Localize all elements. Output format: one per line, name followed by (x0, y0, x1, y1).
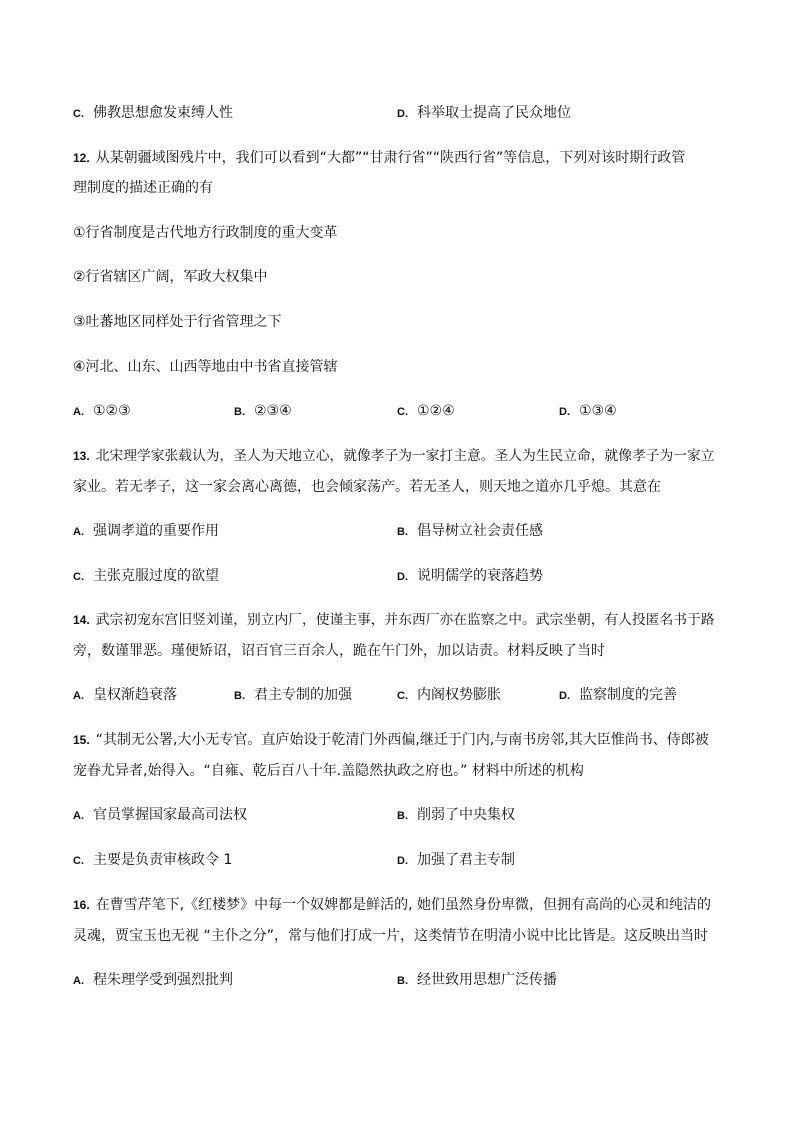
question-number: 12. (73, 151, 90, 165)
q13-stem-line-1: 13. 北宋理学家张载认为，圣人为天地立心，就像孝子为一家打主意。圣人为生民立命，就像孝子为一家立 (73, 448, 715, 464)
q13-option-a: A. 强调孝道的重要作用 (73, 523, 219, 539)
q16-stem-line-1: 16. 在曹雪芹笔下,《红楼梦》中每一个奴婢都是鲜活的, 她们虽然身份卑微，但拥有高尚的心灵和纯洁的 (73, 897, 712, 913)
question-number: 13. (73, 449, 90, 463)
q15-option-d: D. 加强了君主专制 (397, 852, 515, 868)
q12-item-4: ④河北、山东、山西等地由中书省直接管辖 (73, 359, 338, 375)
option-label: D. (397, 108, 408, 120)
q15-option-b: B. 削弱了中央集权 (397, 807, 515, 823)
q14-stem-line-2: 旁，数谨罪恶。瑾便矫诏，诏百官三百余人，跪在午门外，加以诘责。材料反映了当时 (73, 643, 605, 659)
question-number: 16. (73, 898, 90, 912)
q12-item-1: ①行省制度是古代地方行政制度的重大变革 (73, 225, 338, 241)
q13-option-d: D. 说明儒学的衰落趋势 (397, 568, 543, 584)
q14-option-d: D. 监察制度的完善 (559, 687, 677, 703)
q13-option-b: B. 倡导树立社会责任感 (397, 523, 543, 539)
q12-option-b: B. ②③④ (234, 403, 292, 419)
q11-option-c (73, 104, 233, 123)
q12-stem-line-1: 12. 从某朝疆域图残片中，我们可以看到“大都”“甘肃行省”“陕西行省”等信息，下列对该时期行政管 (73, 150, 686, 166)
q14-option-c: C. 内阁权势膨胀 (397, 687, 501, 703)
question-number: 14. (73, 613, 90, 627)
option-text: 科举取士提高了民众地位 (417, 105, 571, 121)
option-text: 佛教思想愈发束缚人性 (93, 105, 233, 121)
q14-option-a: A. 皇权渐趋衰落 (73, 687, 177, 703)
q12-item-2: ②行省辖区广阔，军政大权集中 (73, 269, 268, 285)
q13-stem-line-2: 家业。若无孝子，这一家会离心离德，也会倾家荡产。若无圣人，则天地之道亦几乎熄。其意在 (73, 479, 661, 495)
q11-option-d (397, 104, 571, 123)
q12-option-c: C. ①②④ (397, 403, 455, 419)
q14-option-b: B. 君主专制的加强 (234, 687, 352, 703)
option-label: C. (73, 108, 84, 120)
q15-stem-line-1: 15. “其制无公署,大小无专官。直庐始设于乾清门外西偏,继迁于门内,与南书房邻,其大臣惟尚书、侍郎被 (73, 732, 709, 748)
q15-option-c: C. 主要是负责审核政令 1 (73, 852, 233, 868)
q12-option-d: D. ①③④ (559, 403, 617, 419)
q15-stem-line-2: 宠眷尤异者,始得入。“自雍、乾后百八十年.盖隐然执政之府也。” 材料中所述的机构 (73, 763, 584, 779)
q16-option-b: B. 经世致用思想广泛传播 (397, 972, 557, 988)
q15-option-a: A. 官员掌握国家最高司法权 (73, 807, 247, 823)
q16-stem-line-2: 灵魂，贾宝玉也无视 “主仆之分”，常与他们打成一片，这类情节在明清小说中比比皆是。这反映出当时 (73, 928, 708, 944)
q13-option-c: C. 主张克服过度的欲望 (73, 568, 219, 584)
q12-stem-line-2: 理制度的描述正确的有 (73, 180, 213, 196)
q14-stem-line-1: 14. 武宗初宠东宫旧竖刘谨，别立内厂，使谨主事，并东西厂亦在监察之中。武宗坐朝，有人投匿名书于路 (73, 612, 715, 628)
q12-item-3: ③吐蕃地区同样处于行省管理之下 (73, 314, 282, 330)
q12-option-a: A. ①②③ (73, 403, 131, 419)
q16-option-a: A. 程朱理学受到强烈批判 (73, 972, 233, 988)
question-number: 15. (73, 733, 90, 747)
